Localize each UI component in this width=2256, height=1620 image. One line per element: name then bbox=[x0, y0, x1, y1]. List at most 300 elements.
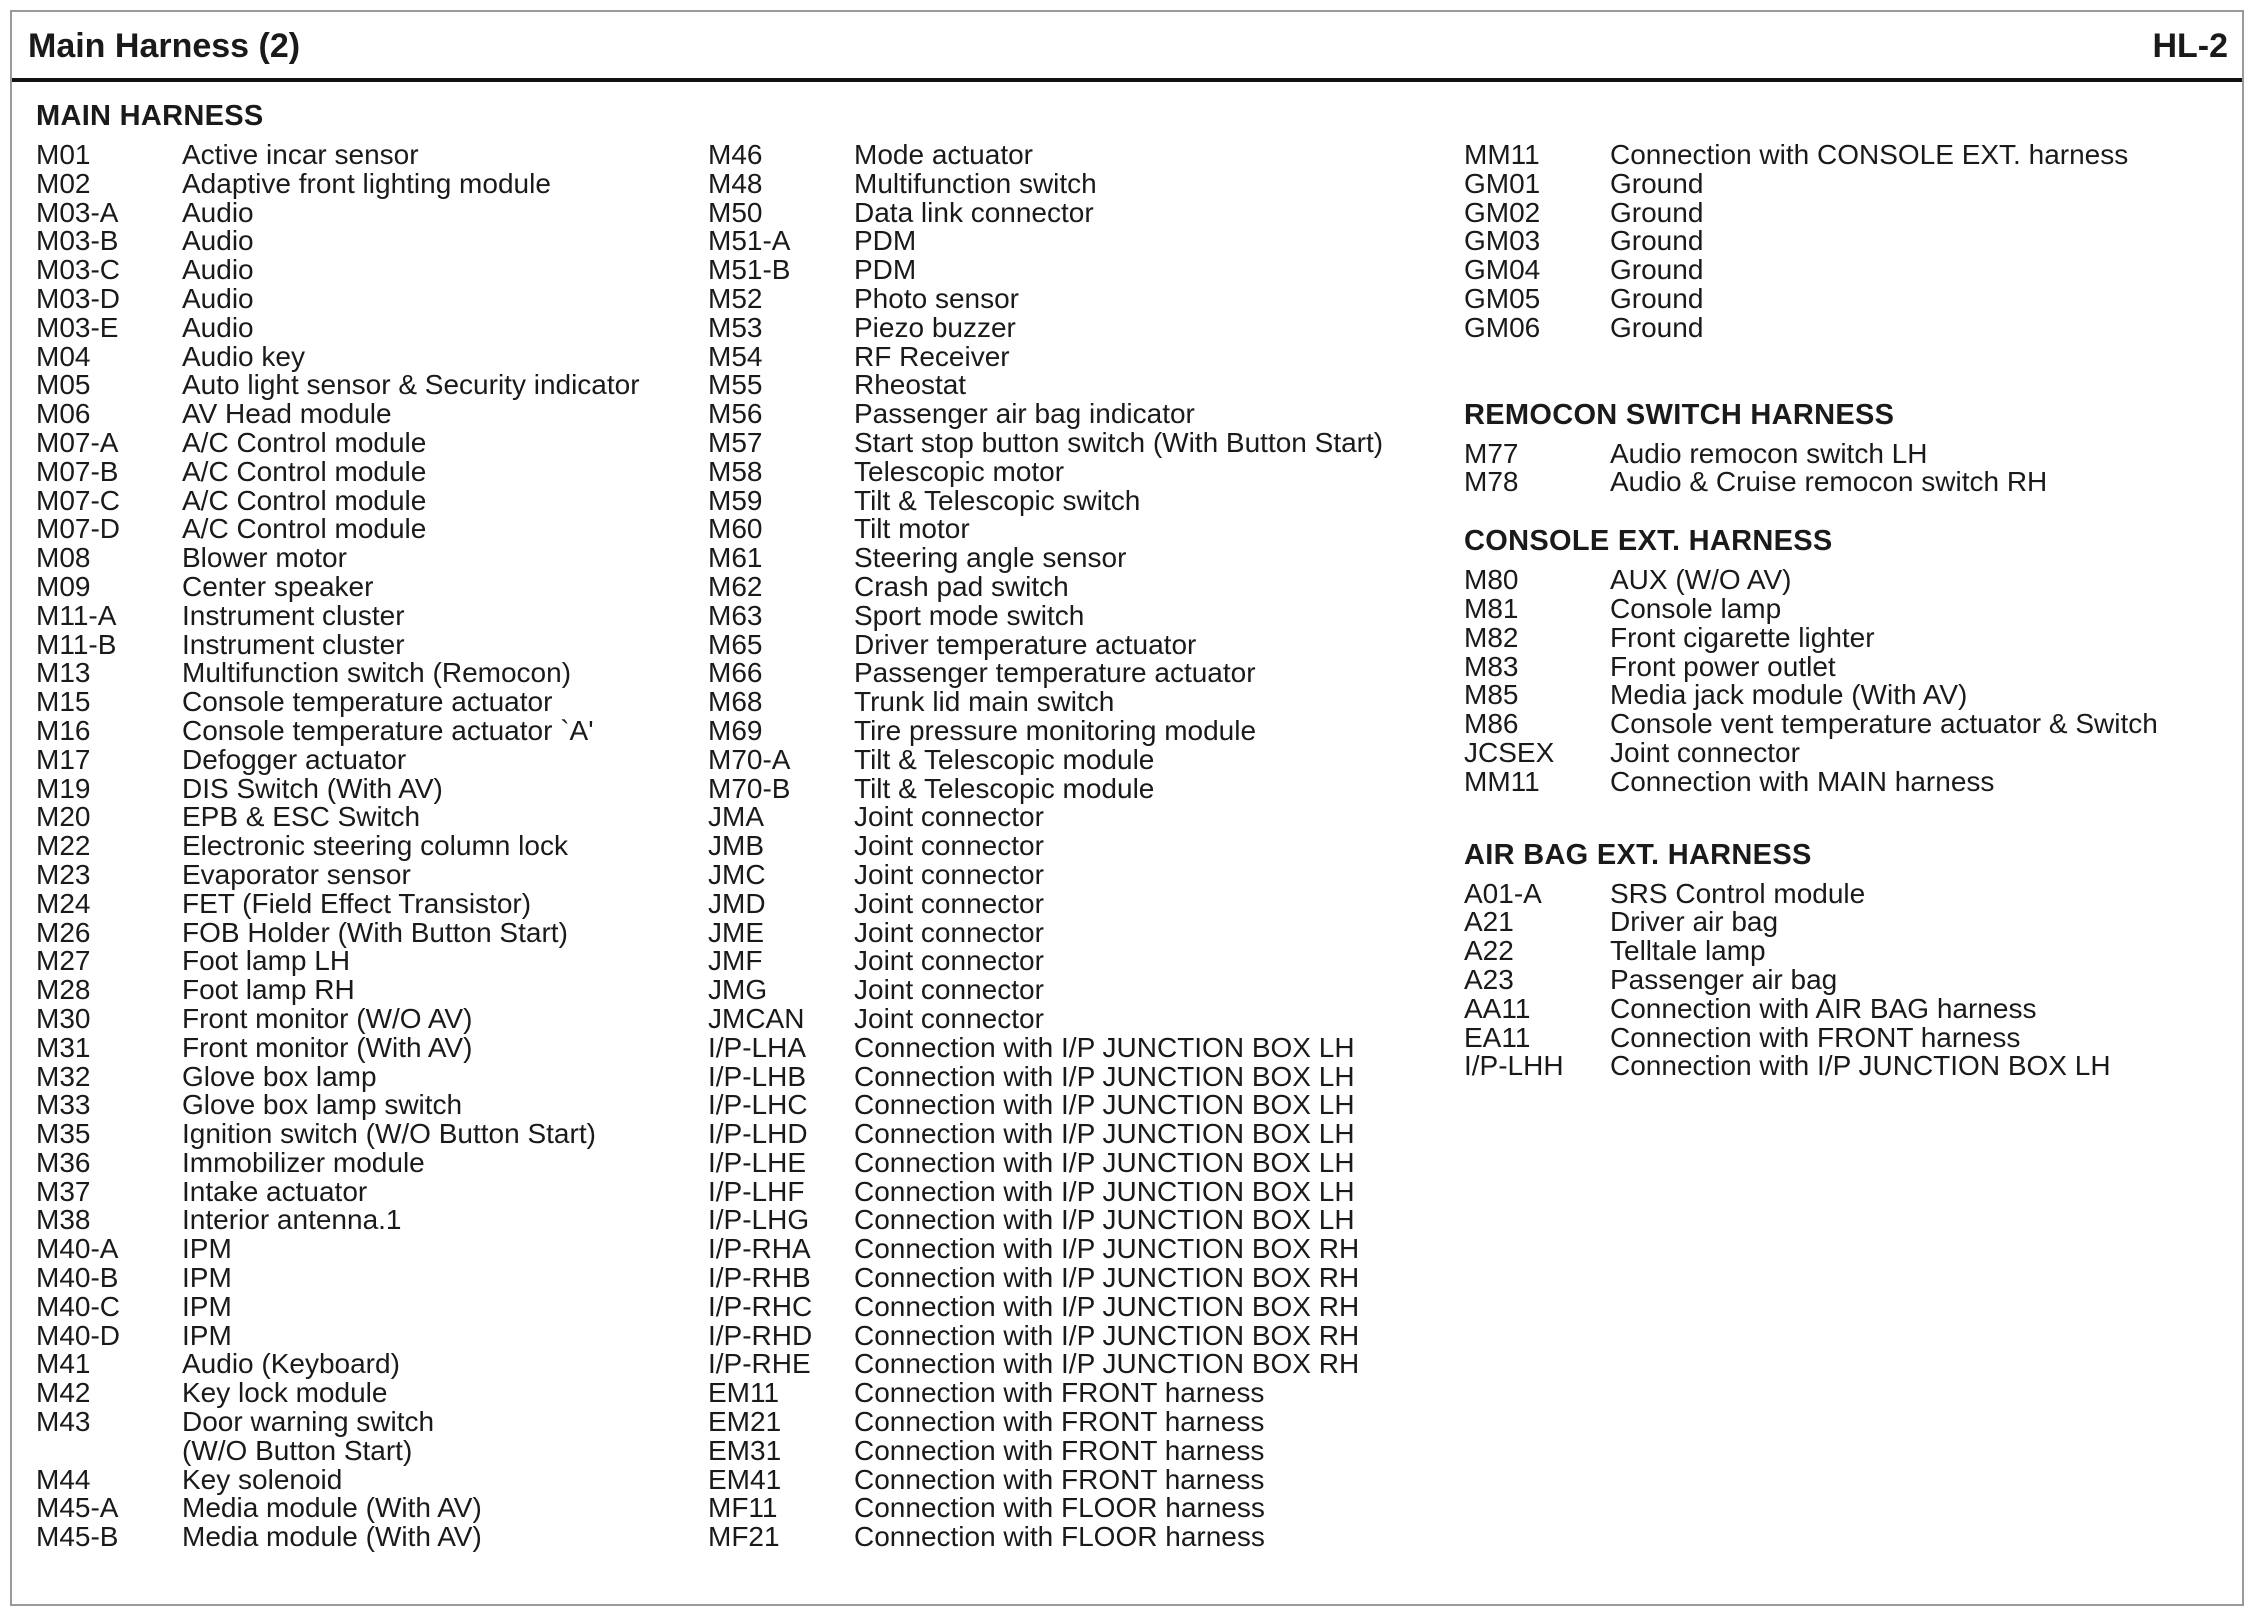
connector-row bbox=[36, 858, 411, 890]
connector-description: Ground bbox=[1610, 225, 1704, 257]
connector-code: GM02 bbox=[1464, 196, 1541, 228]
connector-code: M59 bbox=[708, 484, 763, 516]
connector-row bbox=[36, 311, 264, 343]
connector-code: GM04 bbox=[1464, 254, 1541, 286]
connector-description: Instrument cluster bbox=[182, 628, 405, 660]
connector-description: DIS Switch (With AV) bbox=[182, 772, 443, 804]
connector-description: Connection with I/P JUNCTION BOX LH bbox=[854, 1175, 1355, 1207]
connector-description: Audio & Cruise remocon switch RH bbox=[1610, 466, 2048, 498]
connector-code: MM11 bbox=[1464, 139, 1540, 170]
connector-description: Audio bbox=[182, 254, 254, 286]
connector-row bbox=[36, 1175, 368, 1207]
connector-description: Rheostat bbox=[854, 369, 967, 401]
connector-code: JMC bbox=[708, 858, 766, 890]
connector-code: M37 bbox=[36, 1175, 91, 1207]
connector-code: M20 bbox=[36, 801, 91, 833]
connector-code: M03-B bbox=[36, 225, 119, 257]
section-gap bbox=[1464, 343, 1894, 397]
connector-row bbox=[36, 1492, 482, 1524]
connector-description: Front monitor (With AV) bbox=[182, 1031, 473, 1063]
connector-code: M23 bbox=[36, 858, 91, 890]
connector-code: M82 bbox=[1464, 621, 1519, 653]
connector-row bbox=[1464, 908, 1894, 937]
connector-code: M55 bbox=[708, 369, 763, 401]
connector-code: EM11 bbox=[708, 1377, 780, 1409]
connector-code: EM41 bbox=[708, 1463, 782, 1495]
connector-code: JMF bbox=[708, 945, 763, 977]
connector-row bbox=[1464, 650, 1894, 682]
connector-row bbox=[36, 1204, 402, 1236]
connector-code: M07-A bbox=[36, 426, 119, 458]
connector-code: M50 bbox=[708, 196, 763, 228]
connector-description: Door warning switch bbox=[182, 1406, 435, 1438]
column-1 bbox=[36, 98, 640, 1553]
connector-code: I/P-RHB bbox=[708, 1262, 811, 1294]
connector-code: M53 bbox=[708, 311, 763, 343]
connector-description: Audio key bbox=[182, 340, 305, 372]
connector-description: Audio bbox=[182, 225, 254, 257]
connector-row bbox=[36, 1319, 264, 1351]
connector-code: EA11 bbox=[1464, 1021, 1531, 1053]
connector-code: JCSEX bbox=[1464, 736, 1555, 768]
connector-description: Connection with I/P JUNCTION BOX RH bbox=[854, 1290, 1360, 1322]
connector-row bbox=[36, 542, 347, 574]
connector-description: FET (Field Effect Transistor) bbox=[182, 887, 532, 919]
console-harness-list bbox=[1464, 564, 2158, 797]
connector-description: IPM bbox=[182, 1262, 232, 1294]
connector-description: Joint connector bbox=[1610, 736, 1800, 768]
connector-row bbox=[36, 227, 264, 256]
column-3 bbox=[1464, 98, 2158, 1082]
connector-code: M05 bbox=[36, 369, 91, 401]
connector-row bbox=[36, 167, 551, 199]
connector-code: M22 bbox=[36, 830, 91, 862]
connector-description: Trunk lid main switch bbox=[854, 686, 1115, 718]
connector-row bbox=[36, 1264, 264, 1293]
connector-row bbox=[1464, 992, 2037, 1024]
connector-row bbox=[1464, 139, 2129, 170]
connector-code: M02 bbox=[36, 167, 91, 199]
airbag-harness-list bbox=[1464, 877, 2111, 1082]
connector-code: M01 bbox=[36, 139, 91, 170]
connector-row bbox=[36, 686, 553, 718]
connector-description: Ground bbox=[1610, 196, 1704, 228]
connector-row bbox=[36, 513, 427, 545]
connector-row bbox=[1464, 466, 2048, 498]
connector-description: Joint connector bbox=[854, 858, 1044, 890]
connector-description: Ground bbox=[1610, 282, 1704, 314]
connector-description: Immobilizer module bbox=[182, 1146, 425, 1178]
connector-description: PDM bbox=[854, 254, 917, 286]
connector-description: Connection with MAIN harness bbox=[1610, 765, 1995, 797]
connector-description: A/C Control module bbox=[182, 484, 427, 516]
connector-code: M80 bbox=[1464, 564, 1519, 596]
connector-code: M66 bbox=[708, 657, 763, 689]
connector-description: Joint connector bbox=[854, 974, 1044, 1006]
connector-description: A/C Control module bbox=[182, 426, 427, 458]
connector-row bbox=[36, 945, 351, 977]
connector-code: M33 bbox=[36, 1089, 91, 1121]
connector-code: M46 bbox=[708, 139, 763, 170]
connector-code: M60 bbox=[708, 513, 763, 545]
connector-code: JME bbox=[708, 916, 764, 948]
connector-code: M83 bbox=[1464, 650, 1519, 682]
connector-row bbox=[1464, 708, 2158, 740]
connector-description: Console lamp bbox=[1610, 592, 1782, 624]
connector-description: Connection with AIR BAG harness bbox=[1610, 992, 2037, 1024]
connector-description: Connection with FRONT harness bbox=[854, 1406, 1265, 1438]
connector-row bbox=[36, 1060, 377, 1092]
connector-code: M03-E bbox=[36, 311, 119, 343]
connector-code: I/P-RHC bbox=[708, 1290, 813, 1322]
page-code: HL-2 bbox=[2152, 27, 2228, 65]
connector-description: Glove box lamp switch bbox=[182, 1089, 463, 1121]
connector-row bbox=[1464, 963, 1894, 995]
connector-code: M51-A bbox=[708, 225, 791, 257]
connector-code: MF11 bbox=[708, 1492, 778, 1524]
connector-code: M45-B bbox=[36, 1521, 119, 1553]
connector-code: M51-B bbox=[708, 254, 791, 286]
connector-row bbox=[36, 256, 264, 285]
connector-code: EM21 bbox=[708, 1406, 782, 1438]
connector-description: Center speaker bbox=[182, 570, 374, 602]
connector-code: M36 bbox=[36, 1146, 91, 1178]
connector-description: Crash pad switch bbox=[854, 570, 1069, 602]
connector-code: M86 bbox=[1464, 708, 1519, 740]
connector-description: Connection with I/P JUNCTION BOX LH bbox=[854, 1031, 1355, 1063]
connector-code: M03-A bbox=[36, 196, 119, 228]
connector-description: SRS Control module bbox=[1610, 877, 1866, 909]
connector-code: JMCAN bbox=[708, 1002, 805, 1034]
connector-description: Defogger actuator bbox=[182, 743, 407, 775]
connector-row bbox=[36, 1146, 425, 1178]
connector-code: I/P-LHB bbox=[708, 1060, 807, 1092]
connector-description: Key lock module bbox=[182, 1377, 388, 1409]
connector-code: M70-B bbox=[708, 772, 791, 804]
connector-row bbox=[1464, 679, 1968, 711]
connector-code: M11-A bbox=[36, 599, 117, 631]
connector-description: A/C Control module bbox=[182, 455, 427, 487]
connector-description: Photo sensor bbox=[854, 282, 1019, 314]
connector-code: M77 bbox=[1464, 437, 1519, 469]
connector-code: M45-A bbox=[36, 1492, 119, 1524]
connector-code: A22 bbox=[1464, 935, 1514, 967]
connector-description: Joint connector bbox=[854, 830, 1044, 862]
connector-code: M24 bbox=[36, 887, 91, 919]
connector-code: M40-C bbox=[36, 1290, 121, 1322]
connector-description: Driver temperature actuator bbox=[854, 628, 1197, 660]
connector-code: M69 bbox=[708, 714, 763, 746]
connector-code: JMG bbox=[708, 974, 768, 1006]
connector-description: Tilt & Telescopic module bbox=[854, 772, 1155, 804]
connector-description: Console temperature actuator bbox=[182, 686, 553, 718]
connector-description: Connection with FLOOR harness bbox=[854, 1521, 1265, 1553]
connector-row bbox=[36, 714, 594, 746]
connector-description: Joint connector bbox=[854, 916, 1044, 948]
connector-description: Multifunction switch bbox=[854, 167, 1097, 199]
connector-description: Connection with I/P JUNCTION BOX RH bbox=[854, 1319, 1360, 1351]
connector-code: EM31 bbox=[708, 1434, 782, 1466]
connector-code: I/P-LHG bbox=[708, 1204, 810, 1236]
connector-code: I/P-LHF bbox=[708, 1175, 805, 1207]
section-gap bbox=[1464, 497, 1894, 523]
connector-description: Audio bbox=[182, 282, 254, 314]
connector-row bbox=[36, 1434, 413, 1466]
connector-code: M54 bbox=[708, 340, 763, 372]
main-harness-list-1 bbox=[36, 139, 640, 1553]
connector-description: Ground bbox=[1610, 311, 1704, 343]
connector-description: Glove box lamp bbox=[182, 1060, 377, 1092]
connector-description: Media module (With AV) bbox=[182, 1492, 482, 1524]
connector-code: M56 bbox=[708, 398, 763, 430]
connector-code: M62 bbox=[708, 570, 763, 602]
connector-description: Ground bbox=[1610, 167, 1704, 199]
connector-description: Interior antenna.1 bbox=[182, 1204, 402, 1236]
connector-row bbox=[36, 1406, 435, 1438]
connector-description: Sport mode switch bbox=[854, 599, 1085, 631]
connector-code: M57 bbox=[708, 426, 763, 458]
connector-description: Ground bbox=[1610, 254, 1704, 286]
connector-description: Connection with I/P JUNCTION BOX LH bbox=[854, 1118, 1355, 1150]
connector-code: M07-C bbox=[36, 484, 121, 516]
connector-row bbox=[36, 830, 568, 862]
connector-row bbox=[1464, 256, 1894, 285]
connector-code: M48 bbox=[708, 167, 763, 199]
connector-code: JMA bbox=[708, 801, 764, 833]
connector-row bbox=[36, 1463, 343, 1495]
connector-description: Connection with FRONT harness bbox=[854, 1463, 1265, 1495]
connector-description: Data link connector bbox=[854, 196, 1094, 228]
connector-description: IPM bbox=[182, 1233, 232, 1265]
connector-code: M70-A bbox=[708, 743, 791, 775]
connector-description: IPM bbox=[182, 1290, 232, 1322]
connector-row bbox=[1464, 196, 1894, 228]
connector-description: FOB Holder (With Button Start) bbox=[182, 916, 568, 948]
section-title-spacer bbox=[1464, 98, 1894, 134]
connector-row bbox=[1464, 592, 1894, 624]
connector-code: M16 bbox=[36, 714, 91, 746]
connector-description: Connection with I/P JUNCTION BOX LH bbox=[1610, 1050, 2111, 1082]
connector-code: I/P-RHE bbox=[708, 1348, 811, 1380]
connector-description: Connection with I/P JUNCTION BOX LH bbox=[854, 1060, 1355, 1092]
connector-code: I/P-RHD bbox=[708, 1319, 813, 1351]
connector-code: M40-B bbox=[36, 1262, 119, 1294]
connector-row bbox=[36, 1235, 264, 1264]
connector-description: Driver air bag bbox=[1610, 906, 1779, 938]
connector-code: GM03 bbox=[1464, 225, 1541, 257]
connector-row bbox=[36, 628, 405, 660]
connector-row bbox=[36, 570, 374, 602]
connector-row bbox=[36, 599, 405, 631]
connector-code: M09 bbox=[36, 570, 91, 602]
connector-description: Console vent temperature actuator & Switch bbox=[1610, 708, 2158, 740]
connector-code: JMD bbox=[708, 887, 766, 919]
connector-code: M13 bbox=[36, 657, 91, 689]
connector-row bbox=[36, 1031, 473, 1063]
connector-code: M43 bbox=[36, 1406, 91, 1438]
connector-code: M26 bbox=[36, 916, 91, 948]
connector-description: Audio bbox=[182, 196, 254, 228]
connector-row bbox=[1464, 566, 1894, 595]
connector-row bbox=[36, 455, 427, 487]
connector-row bbox=[36, 1521, 482, 1553]
connector-code: M52 bbox=[708, 282, 763, 314]
connector-row bbox=[36, 282, 264, 314]
connector-description: Telescopic motor bbox=[854, 455, 1065, 487]
connector-description: Active incar sensor bbox=[182, 139, 419, 170]
connector-code: M32 bbox=[36, 1060, 91, 1092]
connector-row bbox=[1464, 167, 1894, 199]
connector-row bbox=[36, 801, 421, 833]
connector-code: M35 bbox=[36, 1118, 91, 1150]
connector-description: Joint connector bbox=[854, 801, 1044, 833]
connector-description: Connection with CONSOLE EXT. harness bbox=[1610, 139, 2129, 170]
connector-code: GM05 bbox=[1464, 282, 1541, 314]
connector-code: I/P-LHD bbox=[708, 1118, 808, 1150]
connector-row bbox=[36, 340, 305, 372]
connector-description: (W/O Button Start) bbox=[182, 1434, 413, 1466]
connector-description: EPB & ESC Switch bbox=[182, 801, 421, 833]
section-gap bbox=[1464, 797, 1894, 837]
connector-row bbox=[36, 916, 568, 948]
connector-row bbox=[1464, 282, 1894, 314]
connector-code: MF21 bbox=[708, 1521, 780, 1553]
connector-description: Connection with I/P JUNCTION BOX LH bbox=[854, 1204, 1355, 1236]
connector-code: M40-D bbox=[36, 1319, 121, 1351]
connector-description: Audio bbox=[182, 311, 254, 343]
connector-code: M31 bbox=[36, 1031, 91, 1063]
connector-description: Passenger temperature actuator bbox=[854, 657, 1256, 689]
connector-code: MM11 bbox=[1464, 765, 1540, 797]
connector-code: M85 bbox=[1464, 679, 1519, 711]
connector-description: Audio remocon switch LH bbox=[1610, 437, 1928, 469]
connector-description: PDM bbox=[854, 225, 917, 257]
main-harness-list-3 bbox=[1464, 139, 2129, 343]
connector-code: I/P-RHA bbox=[708, 1233, 811, 1265]
connector-row bbox=[36, 974, 355, 1006]
connector-code: M07-B bbox=[36, 455, 119, 487]
connector-row bbox=[1464, 1050, 2111, 1082]
connector-description: Connection with I/P JUNCTION BOX LH bbox=[854, 1089, 1355, 1121]
connector-description: Telltale lamp bbox=[1610, 935, 1766, 967]
connector-code: M81 bbox=[1464, 592, 1519, 624]
section-title-airbag-harness: AIR BAG EXT. HARNESS bbox=[1464, 838, 1812, 871]
connector-description: Tire pressure monitoring module bbox=[854, 714, 1257, 746]
remocon-harness-list bbox=[1464, 437, 2048, 498]
connector-row bbox=[36, 1089, 463, 1121]
connector-code: I/P-LHA bbox=[708, 1031, 807, 1063]
connector-code: JMB bbox=[708, 830, 764, 862]
connector-code: M27 bbox=[36, 945, 91, 977]
connector-row bbox=[36, 139, 419, 170]
connector-row bbox=[1464, 437, 1928, 469]
connector-description: Blower motor bbox=[182, 542, 347, 574]
connector-code: M03-D bbox=[36, 282, 121, 314]
connector-code: I/P-LHE bbox=[708, 1146, 807, 1178]
connector-description: Audio (Keyboard) bbox=[182, 1348, 400, 1380]
connector-description: AV Head module bbox=[182, 398, 392, 430]
connector-description: Start stop button switch (With Button Start) bbox=[854, 426, 1384, 458]
connector-code: I/P-LHH bbox=[1464, 1050, 1564, 1082]
connector-code: AA11 bbox=[1464, 992, 1531, 1024]
connector-row bbox=[36, 772, 443, 804]
connector-row bbox=[36, 1348, 400, 1380]
connector-description: Multifunction switch (Remocon) bbox=[182, 657, 572, 689]
connector-row bbox=[1464, 765, 1995, 797]
connector-row bbox=[36, 398, 392, 430]
connector-description: Media module (With AV) bbox=[182, 1521, 482, 1553]
connector-description: Auto light sensor & Security indicator bbox=[182, 369, 640, 401]
connector-code: M08 bbox=[36, 542, 91, 574]
connector-row bbox=[1464, 1021, 2021, 1053]
connector-row bbox=[36, 196, 264, 228]
connector-row bbox=[1464, 227, 1894, 256]
connector-description: Connection with I/P JUNCTION BOX LH bbox=[854, 1146, 1355, 1178]
connector-description: Connection with FRONT harness bbox=[854, 1377, 1265, 1409]
connector-row bbox=[36, 1377, 388, 1409]
connector-description: Piezo buzzer bbox=[854, 311, 1016, 343]
connector-description: AUX (W/O AV) bbox=[1610, 564, 1792, 596]
connector-description: Connection with FRONT harness bbox=[1610, 1021, 2021, 1053]
connector-description: Tilt motor bbox=[854, 513, 970, 545]
connector-code: M11-B bbox=[36, 628, 117, 660]
connector-description: Tilt & Telescopic module bbox=[854, 743, 1155, 775]
connector-description: Console temperature actuator `A' bbox=[182, 714, 594, 746]
connector-code: GM01 bbox=[1464, 167, 1541, 199]
connector-code: M03-C bbox=[36, 254, 121, 286]
connector-description: RF Receiver bbox=[854, 340, 1010, 372]
connector-row bbox=[36, 369, 640, 401]
connector-description: Foot lamp LH bbox=[182, 945, 351, 977]
connector-description: Front monitor (W/O AV) bbox=[182, 1002, 473, 1034]
connector-code: M38 bbox=[36, 1204, 91, 1236]
connector-row bbox=[36, 1002, 473, 1034]
connector-description: Electronic steering column lock bbox=[182, 830, 568, 862]
section-title-remocon-harness: REMOCON SWITCH HARNESS bbox=[1464, 398, 1895, 431]
connector-code: M06 bbox=[36, 398, 91, 430]
connector-row bbox=[36, 743, 407, 775]
connector-row bbox=[36, 887, 532, 919]
connector-description: IPM bbox=[182, 1319, 232, 1351]
connector-row bbox=[1464, 621, 1894, 653]
connector-row bbox=[1464, 736, 1894, 768]
connector-description: Tilt & Telescopic switch bbox=[854, 484, 1141, 516]
connector-code: A01-A bbox=[1464, 877, 1542, 909]
connector-description: Connection with I/P JUNCTION BOX RH bbox=[854, 1262, 1360, 1294]
connector-description: Evaporator sensor bbox=[182, 858, 411, 890]
connector-code: M19 bbox=[36, 772, 91, 804]
section-title-main-harness: MAIN HARNESS bbox=[36, 100, 264, 132]
connector-description: Intake actuator bbox=[182, 1175, 368, 1207]
connector-description: Steering angle sensor bbox=[854, 542, 1127, 574]
connector-row bbox=[36, 657, 572, 689]
connector-description: Passenger air bag bbox=[1610, 963, 1838, 995]
connector-description: A/C Control module bbox=[182, 513, 427, 545]
connector-description: Passenger air bag indicator bbox=[854, 398, 1195, 430]
connector-code: M40-A bbox=[36, 1233, 119, 1265]
connector-code: M61 bbox=[708, 542, 763, 574]
connector-code: M28 bbox=[36, 974, 91, 1006]
connector-description: Connection with FRONT harness bbox=[854, 1434, 1265, 1466]
connector-description: Mode actuator bbox=[854, 139, 1033, 170]
connector-code: M17 bbox=[36, 743, 91, 775]
connector-description: Media jack module (With AV) bbox=[1610, 679, 1968, 711]
connector-code: M30 bbox=[36, 1002, 91, 1034]
connector-description: Adaptive front lighting module bbox=[182, 167, 551, 199]
connector-code: M42 bbox=[36, 1377, 91, 1409]
connector-row bbox=[36, 1290, 264, 1322]
section-title-console-harness: CONSOLE EXT. HARNESS bbox=[1464, 525, 1833, 558]
